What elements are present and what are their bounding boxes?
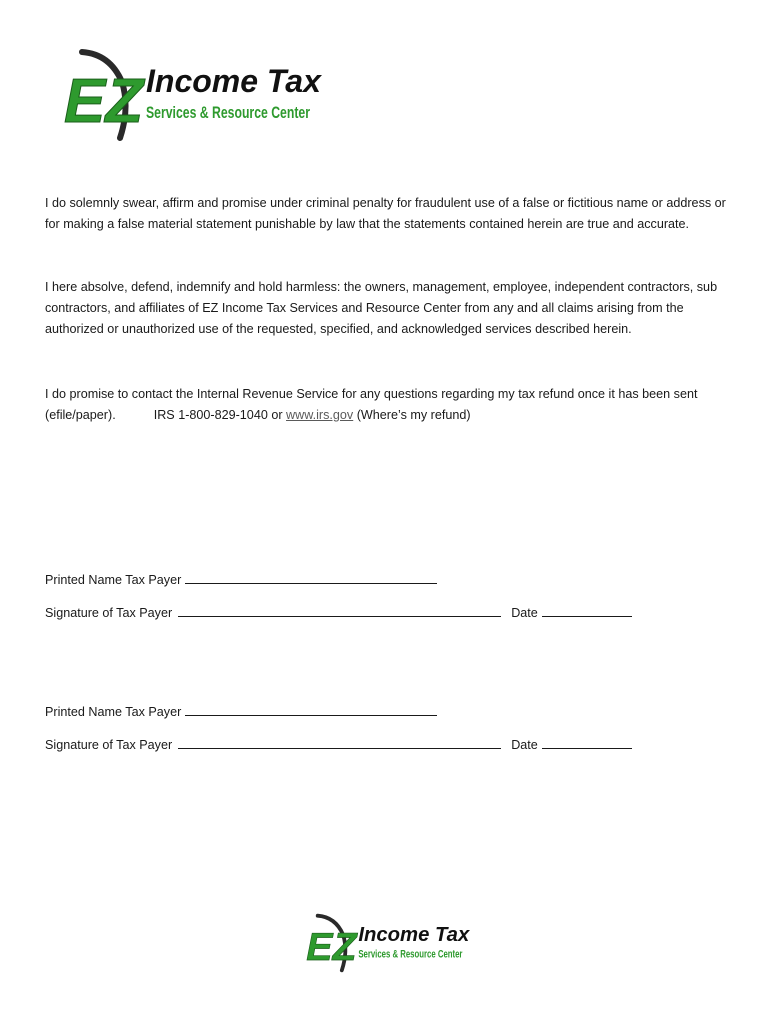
printed-name-label: Printed Name Tax Payer [45,705,182,719]
date-label: Date [511,606,538,620]
logo-mark: EZ [64,67,144,136]
footer-logo [305,913,470,973]
date-field-2[interactable] [542,735,632,749]
printed-name-field-1[interactable] [185,570,437,584]
printed-name-field-2[interactable] [185,702,437,716]
logo-mark: EZ [306,925,357,970]
signature-label: Signature of Tax Payer [45,606,173,620]
date-label: Date [511,738,538,752]
company-logo [62,48,321,142]
irs-phone-text: IRS 1-800-829-1040 or [153,408,283,422]
indemnity-paragraph: I here absolve, defend, indemnify and hold harmless: the owners, management, employee, independent contractors, sub contractors, and affiliates of EZ Income Tax Services and Resource Center from any and all claims arising from the authorized or unauthorized use of the requested, specified, and acknowledged services described herein. [45,280,718,336]
logo-subtitle: Services & Resource Center [146,103,311,122]
signature-field-1[interactable] [178,603,501,617]
printed-name-row-2 [45,702,437,721]
printed-name-label: Printed Name Tax Payer [45,573,182,587]
signature-field-2[interactable] [178,735,501,749]
signature-row-2 [45,735,632,754]
signature-label: Signature of Tax Payer [45,738,173,752]
signature-row-1 [45,603,632,622]
irs-website-link[interactable]: www.irs.gov [286,408,354,422]
printed-name-row-1 [45,570,437,589]
irs-contact-paragraph [45,384,735,426]
oath-paragraph: I do solemnly swear, affirm and promise under criminal penalty for fraudulent use of a false or fictitious name or address or for making a false material statement punishable by law that the statements contained herein are true and accurate. [45,196,726,231]
logo-title: Income Tax [358,924,470,947]
logo-title: Income Tax [146,63,321,99]
date-field-1[interactable] [542,603,632,617]
logo-subtitle: Services & Resource Center [358,948,464,961]
irs-refund-note: (Where’s my refund) [356,408,471,422]
irs-intro-text: I do promise to contact the Internal Revenue Service for any questions regarding my tax refund once it has been sent (efile/paper). [45,387,698,422]
